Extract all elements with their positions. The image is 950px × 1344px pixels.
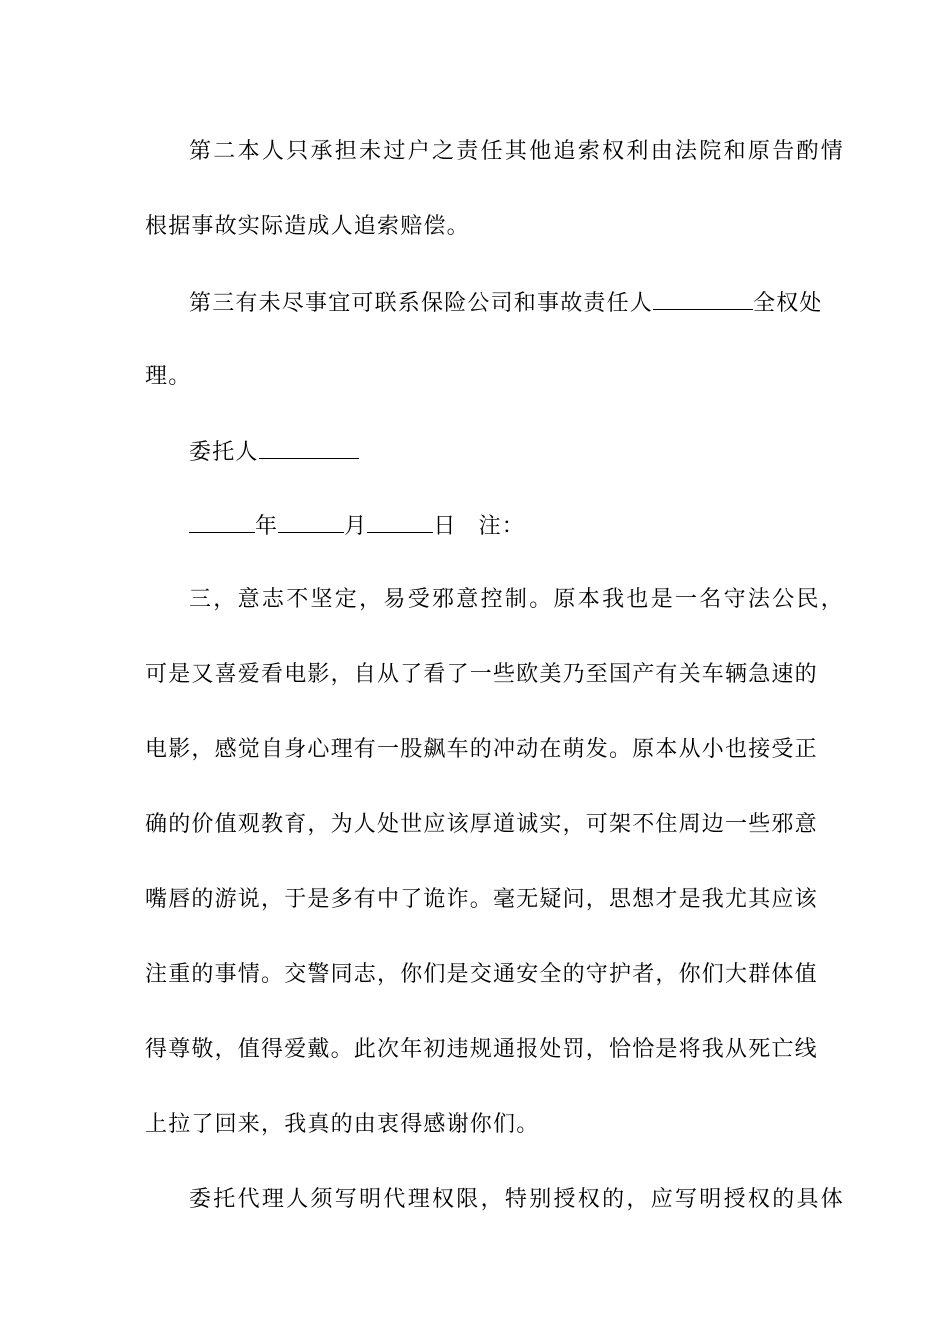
principal-label: 委托人 <box>189 440 259 465</box>
year-label: 年 <box>255 514 279 539</box>
responsible-person-blank <box>653 287 753 310</box>
paragraph-line-13: 得尊敬，值得爱戴。此次年初违规通报处罚，恰恰是将我从死亡线 <box>145 1037 818 1062</box>
paragraph-line-4: 理。 <box>145 364 192 389</box>
paragraph-line-9: 电影，感觉自身心理有一股飙车的冲动在萌发。原本从小也接受正 <box>145 737 818 762</box>
month-blank <box>278 510 344 533</box>
paragraph-line-14: 上拉了回来，我真的由衷得感谢你们。 <box>145 1112 540 1137</box>
date-line <box>189 510 809 542</box>
paragraph-line-3 <box>189 287 823 319</box>
month-label: 月 <box>344 514 368 539</box>
paragraph-line-15: 委托代理人须写明代理权限，特别授权的，应写明授权的具体 <box>189 1187 846 1212</box>
paragraph-line-10: 确的价值观教育，为人处世应该厚道诚实，可架不住周边一些邪意 <box>145 812 818 837</box>
paragraph-line-11: 嘴唇的游说，于是多有中了诡诈。毫无疑问，思想才是我尤其应该 <box>145 887 818 912</box>
paragraph-line-2: 根据事故实际造成人追索赔偿。 <box>145 214 470 239</box>
paragraph-line-1: 第二本人只承担未过户之责任其他追索权利由法院和原告酌情 <box>189 139 846 164</box>
principal-line <box>189 436 809 468</box>
note-label: 注： <box>478 514 526 539</box>
day-blank <box>367 510 433 533</box>
paragraph-line-12: 注重的事情。交警同志，你们是交通安全的守护者，你们大群体值 <box>145 962 818 987</box>
paragraph-line-7: 三，意志不坚定，易受邪意控制。原本我也是一名守法公民， <box>189 587 846 612</box>
paragraph-line-8: 可是又喜爱看电影，自从了看了一些欧美乃至国产有关车辆急速的 <box>145 662 818 687</box>
paragraph-line-3-text: 第三有未尽事宜可联系保险公司和事故责任人 <box>189 291 654 316</box>
year-blank <box>189 510 255 533</box>
day-label: 日 <box>433 514 457 539</box>
principal-signature-blank <box>259 436 359 459</box>
paragraph-line-3-tail: 全权处 <box>753 291 823 316</box>
